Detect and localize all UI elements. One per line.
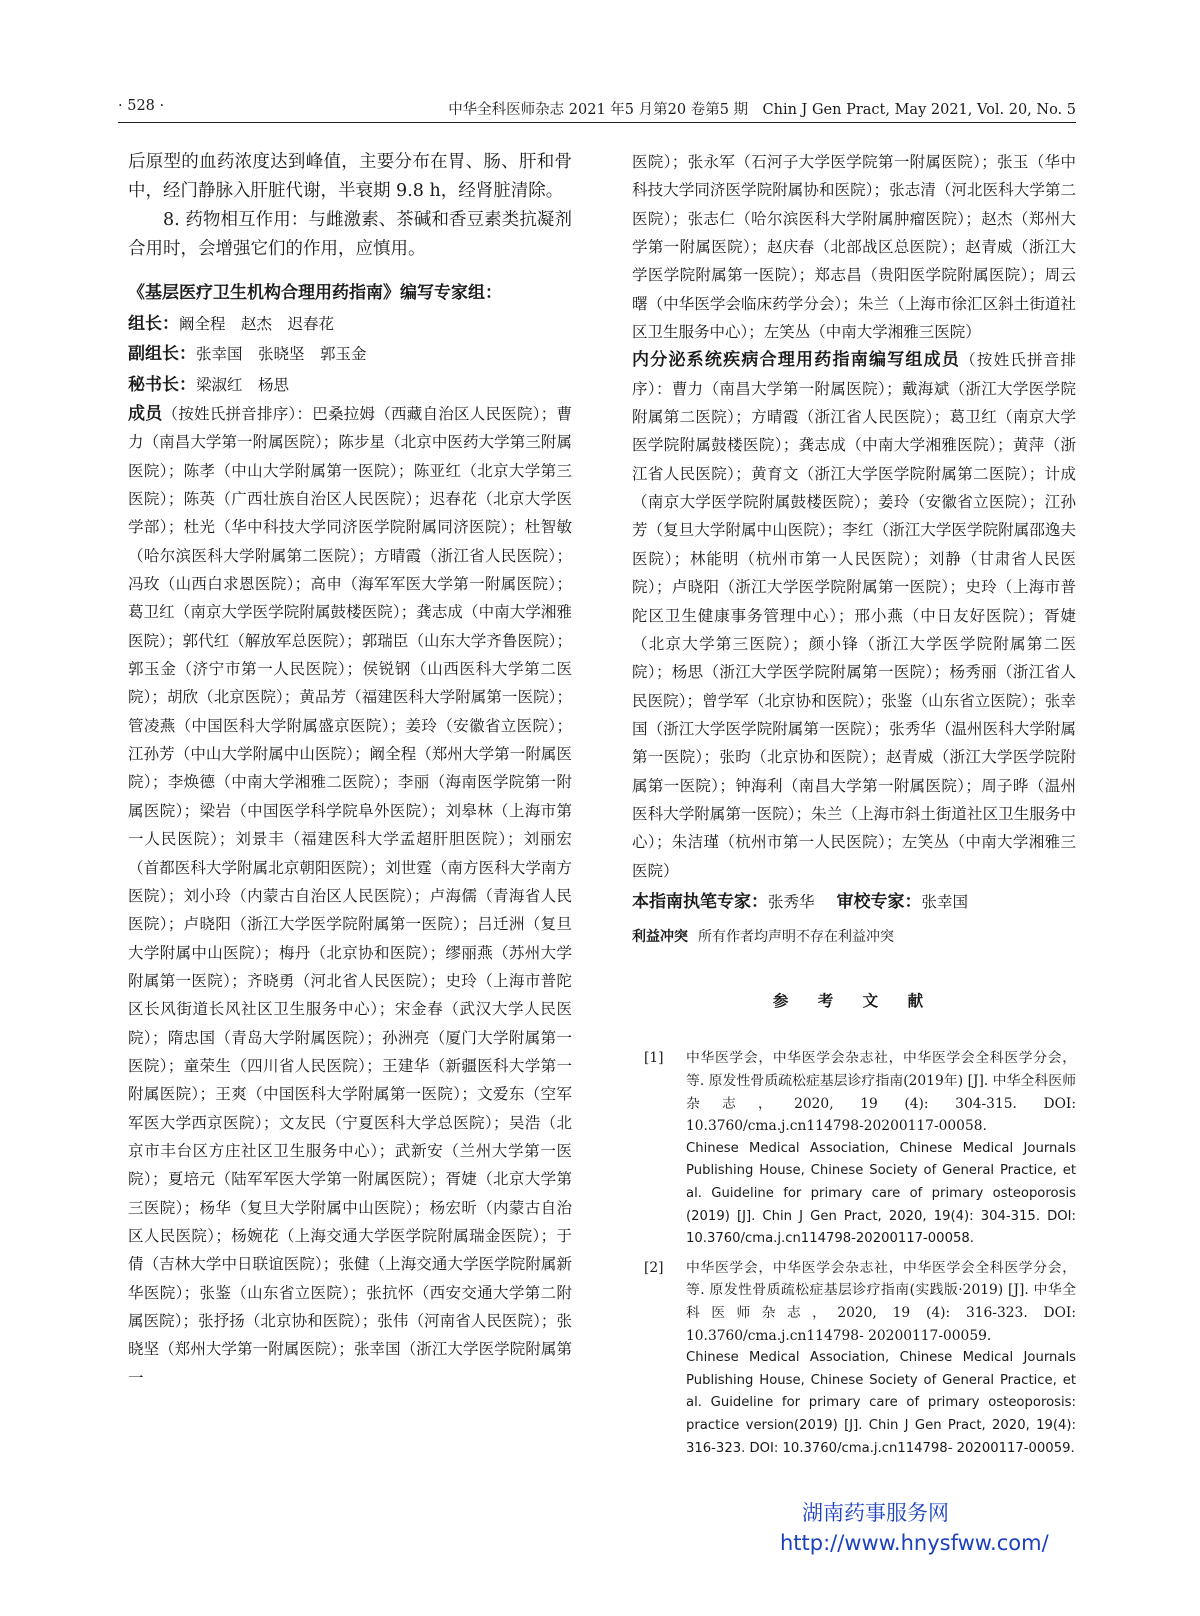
reference-english: Chinese Medical Association, Chinese Medical Journals Publishing House, Chinese Society of General Practice, et al. Guideline for primary care of primary osteoporosis: practice version(2019) [J]. Chin J Gen Pract, 2020, 19(4): 316-323. DOI: 10.3760/cma.j.cn114798- 20200117-00059. (686, 1350, 1076, 1456)
leader-names: 阚全程 赵杰 迟春花 (179, 314, 335, 333)
authors-line (632, 887, 1076, 918)
reviewer-label: 审校专家： (836, 891, 922, 912)
reviewer-name: 张幸国 (921, 892, 969, 911)
reference-english: Chinese Medical Association, Chinese Medical Journals Publishing House, Chinese Society of General Practice, et al. Guideline for primary care of primary osteoporosis (2019) [J]. Chin J Gen Pract, 2020, 19(4): 304-315. DOI: 10.3760/cma.j.cn114798-20200117-00058. (686, 1140, 1076, 1247)
reference-item (632, 1047, 1076, 1250)
members-list (128, 400, 572, 1392)
reference-item (632, 1257, 1076, 1460)
secretary-names: 梁淑红 杨思 (196, 375, 290, 394)
leader-line (128, 309, 572, 340)
journal-citation: 中华全科医师杂志 2021 年5 月第20 卷第5 期 Chin J Gen Pract, May 2021, Vol. 20, No. 5 (448, 102, 1076, 118)
body-paragraph: 后原型的血药浓度达到峰值，主要分布在胃、肠、肝和骨中，经门静脉入肝脏代谢，半衰期 9.8 h，经肾脏清除。 (128, 152, 572, 201)
right-column (632, 148, 1076, 1466)
site-watermark (780, 1498, 1100, 1558)
coi-text: 所有作者均声明不存在利益冲突 (698, 929, 894, 946)
endocrine-group-title: 内分泌系统疾病合理用药指南编写组成员 (632, 350, 961, 371)
conflict-of-interest (632, 925, 1076, 949)
reference-chinese: 中华医学会，中华医学会杂志社，中华医学会全科医学分会，等. 原发性骨质疏松症基层诊疗指南(实践版·2019) [J]. 中华全科医师杂志，2020, 19 (4): 316-323. DOI: 10.3760/cma.j.cn114798- 20200117-00059. (686, 1259, 1076, 1344)
deputy-line (128, 339, 572, 370)
secretary-line (128, 370, 572, 401)
reference-number: [1] (644, 1050, 664, 1067)
drug-interaction-paragraph: 8. 药物相互作用：与雌激素、茶碱和香豆素类抗凝剂合用时，会增强它们的作用，应慎用。 (128, 210, 572, 259)
page-number: · 528 · (118, 98, 165, 114)
watermark-site-name: 湖南药事服务网 (802, 1501, 949, 1525)
members-list-continued: 医院）；张永军（石河子大学医学院第一附属医院）；张玉（华中科技大学同济医学院附属协和医院）；张志清（河北医科大学第二医院）；张志仁（哈尔滨医科大学附属肿瘤医院）；赵杰（郑州大学第一附属医院）；赵庆春（北部战区总医院）；赵青威（浙江大学医学院附属第一医院）；郑志昌（贵阳医学院附属医院）；周云曙（中华医学会临床药学分会）；朱兰（上海市徐汇区斜土街道社区卫生服务中心）；左笑丛（中南大学湘雅三医院） (632, 153, 1076, 342)
reference-number: [2] (644, 1259, 664, 1276)
author-label: 本指南执笔专家： (632, 891, 768, 912)
deputy-names: 张幸国 张晓坚 郭玉金 (196, 345, 367, 363)
leader-label: 组长： (128, 313, 179, 334)
coi-label: 利益冲突 (632, 929, 688, 946)
deputy-label: 副组长： (128, 344, 196, 364)
members-label: 成员 (128, 404, 163, 424)
author-name: 张秀华 (768, 892, 815, 911)
expert-group-title: 《基层医疗卫生机构合理用药指南》编写专家组： (128, 283, 502, 303)
endocrine-group-list (632, 346, 1076, 885)
secretary-label: 秘书长： (128, 374, 196, 395)
endocrine-group-text: （按姓氏拼音排序）：曹力（南昌大学第一附属医院）；戴海斌（浙江大学医学院附属第二医院）；方晴霞（浙江省人民医院）；葛卫红（南京大学医学院附属鼓楼医院）；龚志成（中南大学湘雅医院）；黄萍（浙江省人民医院）；黄育文（浙江大学医学院附属第二医院）；计成（南京大学医学院附属鼓楼医院）；姜玲（安徽省立医院）；江孙芳（复旦大学附属中山医院）；李红（浙江大学医学院附属邵逸夫医院）；林能明（杭州市第一人民医院）；刘静（甘肃省人民医院）；卢晓阳（浙江大学医学院附属第一医院）；史玲（上海市普陀区卫生健康事务管理中心）；邢小燕（中日友好医院）；胥婕（北京大学第三医院）；颜小锋（浙江大学医学院附属第二医院）；杨思（浙江大学医学院附属第一医院）；杨秀丽（浙江省人民医院）；曾学军（北京协和医院）；张鉴（山东省立医院）；张幸国（浙江大学医学院附属第一医院）；张秀华（温州医科大学附属第一医院）；张昀（北京协和医院）；赵青威（浙江大学医学院附属第一医院）；钟海利（南昌大学第一附属医院）；周子晔（温州医科大学附属第一医院）；朱兰（上海市斜土街道社区卫生服务中心）；朱洁瑾（杭州市第一人民医院）；左笑丛（中南大学湘雅三医院） (632, 351, 1076, 880)
reference-chinese: 中华医学会，中华医学会杂志社，中华医学会全科医学分会，等. 原发性骨质疏松症基层诊疗指南(2019年) [J]. 中华全科医师杂志，2020, 19 (4): 304-315. DOI: 10.3760/cma.j.cn114798-20200117-00058. (686, 1050, 1076, 1135)
page-header (118, 96, 1076, 123)
references-heading: 参 考 文 献 (772, 992, 936, 1011)
members-text: （按姓氏拼音排序）：巴桑拉姆（西藏自治区人民医院）；曹力（南昌大学第一附属医院）；陈步星（北京中医药大学第三附属医院）；陈孝（中山大学附属第一医院）；陈亚红（北京大学第三医院）；陈英（广西壮族自治区人民医院）；迟春花（北京大学医学部）；杜光（华中科技大学同济医学院附属同济医院）；杜智敏（哈尔滨医科大学附属第二医院）；方晴霞（浙江省人民医院）；冯玫（山西白求恩医院）；高申（海军军医大学第一附属医院）；葛卫红（南京大学医学院附属鼓楼医院）；龚志成（中南大学湘雅医院）；郭代红（解放军总医院）；郭瑞臣（山东大学齐鲁医院）；郭玉金（济宁市第一人民医院）；侯锐钢（山西医科大学第二医院）；胡欣（北京医院）；黄品芳（福建医科大学附属第一医院）；管凌燕（中国医科大学附属盛京医院）；姜玲（安徽省立医院）；江孙芳（中山大学附属中山医院）；阚全程（郑州大学第一附属医院）；李焕德（中南大学湘雅二医院）；李丽（海南医学院第一附属医院）；梁岩（中国医学科学院阜外医院）；刘皋林（上海市第一人民医院）；刘景丰（福建医科大学孟超肝胆医院）；刘丽宏（首都医科大学附属北京朝阳医院）；刘世霆（南方医科大学南方医院）；刘小玲（内蒙古自治区人民医院）；卢海儒（青海省人民医院）；卢晓阳（浙江大学医学院附属第一医院）；吕迁洲（复旦大学附属中山医院）；梅丹（北京协和医院）；缪丽燕（苏州大学附属第一医院）；齐晓勇（河北省人民医院）；史玲（上海市普陀区长风街道长风社区卫生服务中心）；宋金春（武汉大学人民医院）；隋忠国（青岛大学附属医院）；孙洲亮（厦门大学附属第一医院）；童荣生（四川省人民医院）；王建华（新疆医科大学第一附属医院）；王爽（中国医科大学附属第一医院）；文爱东（空军军医大学西京医院）；文友民（宁夏医科大学总医院）；吴浩（北京市丰台区方庄社区卫生服务中心）；武新安（兰州大学第一医院）；夏培元（陆军军医大学第一附属医院）；胥婕（北京大学第三医院）；杨华（复旦大学附属中山医院）；杨宏昕（内蒙古自治区人民医院）；杨婉花（上海交通大学医学院附属瑞金医院）；于倩（吉林大学中日联谊医院）；张健（上海交通大学医学院附属新华医院）；张鉴（山东省立医院）；张抗怀（西安交通大学第二附属医院）；张抒扬（北京协和医院）；张伟（河南省人民医院）；张晓坚（郑州大学第一附属医院）；张幸国（浙江大学医学院附属第一 (128, 405, 572, 1387)
watermark-url: http://www.hnysfww.com/ (780, 1531, 1049, 1555)
left-column (128, 148, 572, 1392)
